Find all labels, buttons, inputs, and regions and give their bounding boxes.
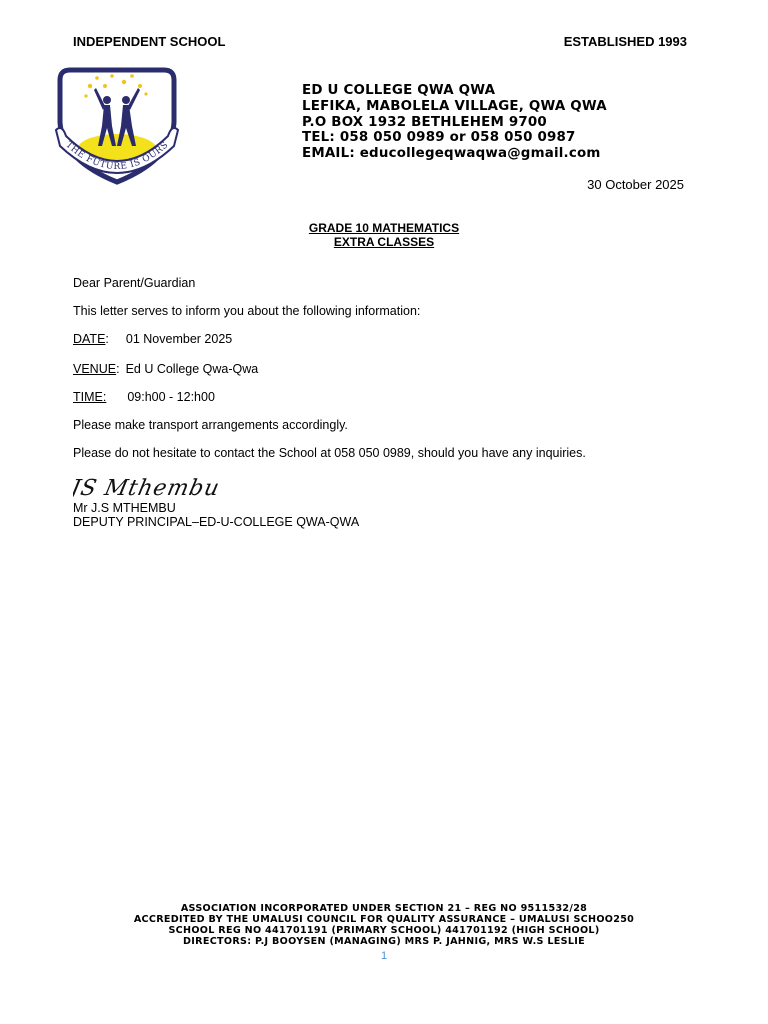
header-left: INDEPENDENT SCHOOL [73, 34, 226, 49]
signatory-title: DEPUTY PRINCIPAL–ED-U-COLLEGE QWA-QWA [73, 515, 360, 529]
page-number: 1 [380, 950, 388, 962]
date-value: 01 November 2025 [125, 332, 233, 346]
header-right: ESTABLISHED 1993 [563, 34, 687, 49]
school-crest-logo [50, 64, 184, 194]
signatory-name: Mr J.S MTHEMBU [73, 501, 176, 515]
letter-subtitle: EXTRA CLASSES [333, 235, 435, 249]
salutation: Dear Parent/Guardian [73, 276, 196, 290]
svg-text:JS Mthembu: JS Mthembu [73, 475, 223, 501]
address-po-box: P.O BOX 1932 BETHLEHEM 9700 [302, 114, 547, 130]
school-name: ED U COLLEGE QWA QWA [302, 83, 496, 98]
letter-date: 30 October 2025 [587, 177, 684, 192]
time-value: 09:h00 - 12:h00 [127, 390, 215, 404]
intro-paragraph: This letter serves to inform you about the following information: [73, 304, 421, 318]
letter-title: GRADE 10 MATHEMATICS [308, 221, 460, 235]
address-email: EMAIL: educollegeqwaqwa@gmail.com [302, 146, 601, 162]
date-label: DATE [73, 332, 106, 346]
transport-note: Please make transport arrangements accordingly. [73, 418, 348, 432]
date-row: DATE: 01 November 2025 [73, 332, 233, 346]
time-label: TIME: [73, 390, 107, 404]
venue-label: VENUE [73, 362, 117, 376]
footer-line-accreditation: ACCREDITED BY THE UMALUSI COUNCIL FOR QUALITY ASSURANCE – UMALUSI SCHOO250 [133, 914, 635, 925]
footer-line-association: ASSOCIATION INCORPORATED UNDER SECTION 21 – REG NO 9511532/28 [180, 903, 588, 914]
address-tel: TEL: 058 050 0989 or 058 050 0987 [302, 130, 576, 146]
footer-line-registration: SCHOOL REG NO 441701191 (PRIMARY SCHOOL) 441701192 (HIGH SCHOOL) [168, 925, 600, 936]
address-street: LEFIKA, MABOLELA VILLAGE, QWA QWA [302, 98, 607, 114]
venue-value: Ed U College Qwa-Qwa [125, 362, 259, 376]
time-row [73, 390, 215, 404]
footer-line-directors: DIRECTORS: P.J BOOYSEN (MANAGING) MRS P. JAHNIG, MRS W.S LESLIE [183, 936, 585, 947]
venue-row: VENUE: Ed U College Qwa-Qwa [73, 362, 259, 376]
crest-motto: THE FUTURE IS OURS [63, 140, 171, 173]
footer-block [0, 903, 768, 947]
school-address [302, 83, 607, 162]
contact-note: Please do not hesitate to contact the School at 058 050 0989, should you have any inquiries. [73, 446, 586, 460]
